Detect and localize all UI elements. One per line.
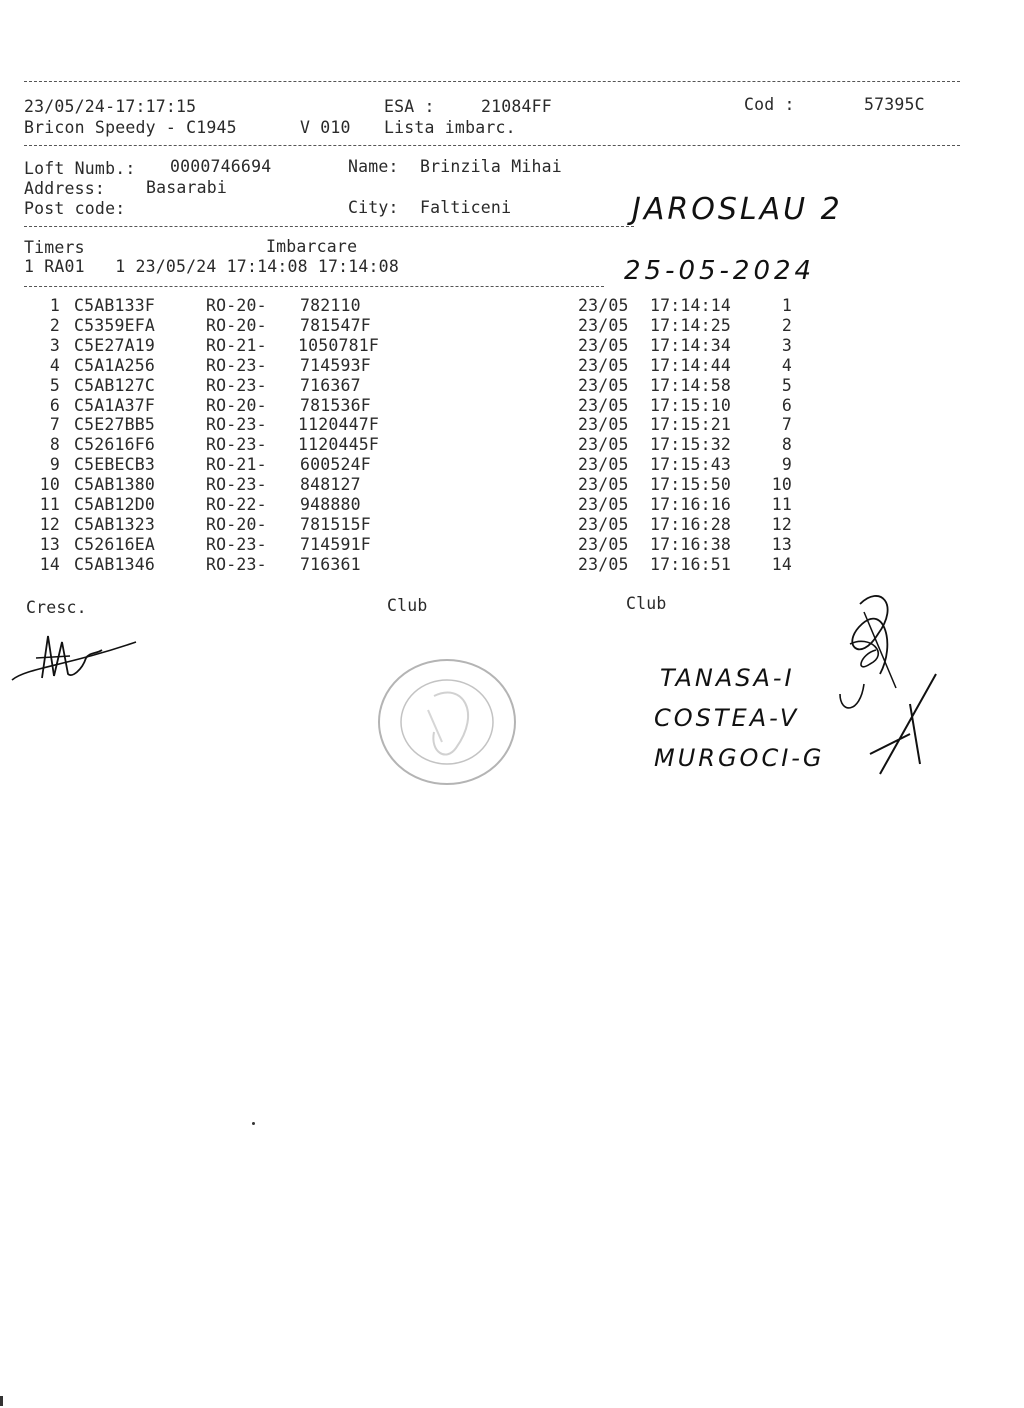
- bird-chip: C5AB127C: [74, 375, 156, 395]
- bird-date: 23/05: [578, 415, 629, 435]
- bird-ring: RO-22-: [206, 495, 267, 514]
- bird-time: 17:16:51: [650, 554, 732, 574]
- bird-no: 4: [49, 355, 60, 375]
- bird-no: 5: [49, 375, 60, 395]
- bird-number: 782110: [300, 296, 361, 315]
- bird-no: 7: [49, 415, 60, 435]
- bird-number: 1120447F: [298, 415, 380, 435]
- bird-chip: C5E27A19: [74, 335, 156, 355]
- bird-time: 17:16:28: [650, 514, 732, 534]
- bird-number: 716367: [300, 375, 361, 395]
- bird-chip: C5AB12D0: [74, 495, 156, 514]
- bird-date: 23/05: [578, 514, 629, 534]
- bird-date: 23/05: [578, 375, 629, 395]
- bird-date: 23/05: [578, 475, 629, 495]
- club-signatures: [800, 584, 950, 794]
- bird-ring: RO-20-: [206, 395, 267, 415]
- bird-time: 17:14:14: [650, 296, 732, 315]
- header-version: V 010: [300, 118, 351, 137]
- bird-date: 23/05: [578, 395, 629, 415]
- bird-ring: RO-20-: [206, 514, 267, 534]
- bird-ring: RO-23-: [206, 355, 267, 375]
- bird-index: 12: [771, 514, 792, 534]
- bird-date: 23/05: [578, 296, 629, 315]
- bird-no: 13: [39, 534, 60, 554]
- bird-index: 7: [781, 415, 792, 435]
- bird-chip: C52616F6: [74, 435, 156, 455]
- handwritten-name-1: TANASA-I: [660, 664, 795, 692]
- separator-owner: [24, 226, 634, 227]
- bird-chip: C5AB1380: [74, 475, 156, 495]
- bird-chip: C52616EA: [74, 534, 156, 554]
- bird-number: 781547F: [300, 315, 371, 335]
- bird-index: 13: [771, 534, 792, 554]
- bird-time: 17:15:50: [650, 475, 732, 495]
- bird-time: 17:15:10: [650, 395, 732, 415]
- bird-index: 5: [781, 375, 792, 395]
- name-value: Brinzila Mihai: [420, 157, 562, 176]
- header-list-type: Lista imbarc.: [384, 118, 516, 137]
- bird-no: 14: [39, 554, 60, 574]
- header-datetime: 23/05/24-17:17:15: [24, 97, 197, 116]
- bird-chip: C5E27BB5: [74, 415, 156, 435]
- stray-dot: [252, 1122, 255, 1125]
- handwritten-race: JAROSLAU 2: [632, 192, 843, 227]
- breeder-signature: [6, 628, 146, 688]
- bird-index: 2: [781, 315, 792, 335]
- city-value: Falticeni: [420, 198, 512, 217]
- edge-mark: [0, 1396, 3, 1406]
- bird-no: 9: [49, 455, 60, 475]
- bird-date: 23/05: [578, 335, 629, 355]
- bird-ring: RO-20-: [206, 315, 267, 335]
- bird-time: 17:14:25: [650, 315, 732, 335]
- bird-date: 23/05: [578, 495, 629, 514]
- bird-index: 10: [771, 475, 792, 495]
- separator-timers: [24, 286, 604, 287]
- timers-line: 1 RA01 1 23/05/24 17:14:08 17:14:08: [24, 257, 399, 276]
- bird-no: 10: [39, 475, 60, 495]
- handwritten-date: 25-05-2024: [624, 256, 816, 286]
- bird-time: 17:14:34: [650, 335, 732, 355]
- bird-index: 6: [781, 395, 792, 415]
- bird-ring: RO-23-: [206, 435, 267, 455]
- loft-label: Loft Numb.:: [24, 159, 136, 178]
- club-label-1: Club: [387, 596, 428, 615]
- header-cod-value: 57395C: [864, 95, 925, 114]
- header-esa-label: ESA :: [384, 97, 435, 116]
- bird-index: 11: [771, 495, 792, 514]
- city-label: City:: [348, 198, 399, 217]
- bird-date: 23/05: [578, 355, 629, 375]
- address-label: Address:: [24, 179, 106, 198]
- bird-date: 23/05: [578, 455, 629, 475]
- club-label-2: Club: [626, 594, 667, 613]
- header-device: Bricon Speedy - C1945: [24, 118, 237, 137]
- bird-date: 23/05: [578, 554, 629, 574]
- bird-time: 17:16:16: [650, 495, 732, 514]
- club-stamp: [372, 652, 522, 792]
- bird-number: 714591F: [300, 534, 371, 554]
- bird-date: 23/05: [578, 534, 629, 554]
- bird-index: 3: [781, 335, 792, 355]
- name-label: Name:: [348, 157, 399, 176]
- cresc-label: Cresc.: [26, 598, 87, 617]
- bird-number: 600524F: [300, 455, 371, 475]
- postcode-label: Post code:: [24, 199, 126, 218]
- bird-chip: C5AB1346: [74, 554, 156, 574]
- bird-no: 12: [39, 514, 60, 534]
- bird-time: 17:16:38: [650, 534, 732, 554]
- separator-header: [24, 145, 960, 146]
- handwritten-name-2: COSTEA-V: [654, 704, 800, 732]
- bird-ring: RO-23-: [206, 415, 267, 435]
- bird-ring: RO-21-: [206, 335, 267, 355]
- address-value: Basarabi: [146, 178, 228, 197]
- bird-ring: RO-23-: [206, 554, 267, 574]
- bird-time: 17:15:21: [650, 415, 732, 435]
- bird-number: 948880: [300, 495, 361, 514]
- bird-index: 1: [781, 296, 792, 315]
- bird-no: 11: [39, 495, 60, 514]
- bird-number: 781515F: [300, 514, 371, 534]
- bird-ring: RO-23-: [206, 534, 267, 554]
- bird-number: 716361: [300, 554, 361, 574]
- bird-date: 23/05: [578, 435, 629, 455]
- loft-value: 0000746694: [170, 157, 272, 176]
- bird-ring: RO-21-: [206, 455, 267, 475]
- bird-time: 17:14:44: [650, 355, 732, 375]
- bird-chip: C5EBECB3: [74, 455, 156, 475]
- bird-time: 17:15:43: [650, 455, 732, 475]
- bird-index: 14: [771, 554, 792, 574]
- imbarcare-label: Imbarcare: [266, 237, 358, 256]
- bird-index: 4: [781, 355, 792, 375]
- bird-number: 781536F: [300, 395, 371, 415]
- timers-label: Timers: [24, 238, 85, 257]
- bird-no: 2: [49, 315, 60, 335]
- bird-date: 23/05: [578, 315, 629, 335]
- bird-no: 3: [49, 335, 60, 355]
- header-esa-value: 21084FF: [481, 97, 552, 116]
- bird-number: 848127: [300, 475, 361, 495]
- header-cod-label: Cod :: [744, 95, 795, 114]
- bird-number: 1120445F: [298, 435, 380, 455]
- handwritten-name-3: MURGOCI-G: [654, 744, 825, 772]
- bird-number: 714593F: [300, 355, 371, 375]
- bird-chip: C5359EFA: [74, 315, 156, 335]
- bird-no: 1: [49, 296, 60, 315]
- bird-index: 9: [781, 455, 792, 475]
- bird-chip: C5AB1323: [74, 514, 156, 534]
- bird-no: 6: [49, 395, 60, 415]
- bird-chip: C5A1A37F: [74, 395, 156, 415]
- bird-ring: RO-23-: [206, 375, 267, 395]
- bird-index: 8: [781, 435, 792, 455]
- bird-number: 1050781F: [298, 335, 380, 355]
- bird-time: 17:14:58: [650, 375, 732, 395]
- bird-no: 8: [49, 435, 60, 455]
- bird-chip: C5AB133F: [74, 296, 156, 315]
- separator-top: [24, 81, 960, 82]
- bird-ring: RO-20-: [206, 296, 267, 315]
- bird-ring: RO-23-: [206, 475, 267, 495]
- bird-chip: C5A1A256: [74, 355, 156, 375]
- bird-time: 17:15:32: [650, 435, 732, 455]
